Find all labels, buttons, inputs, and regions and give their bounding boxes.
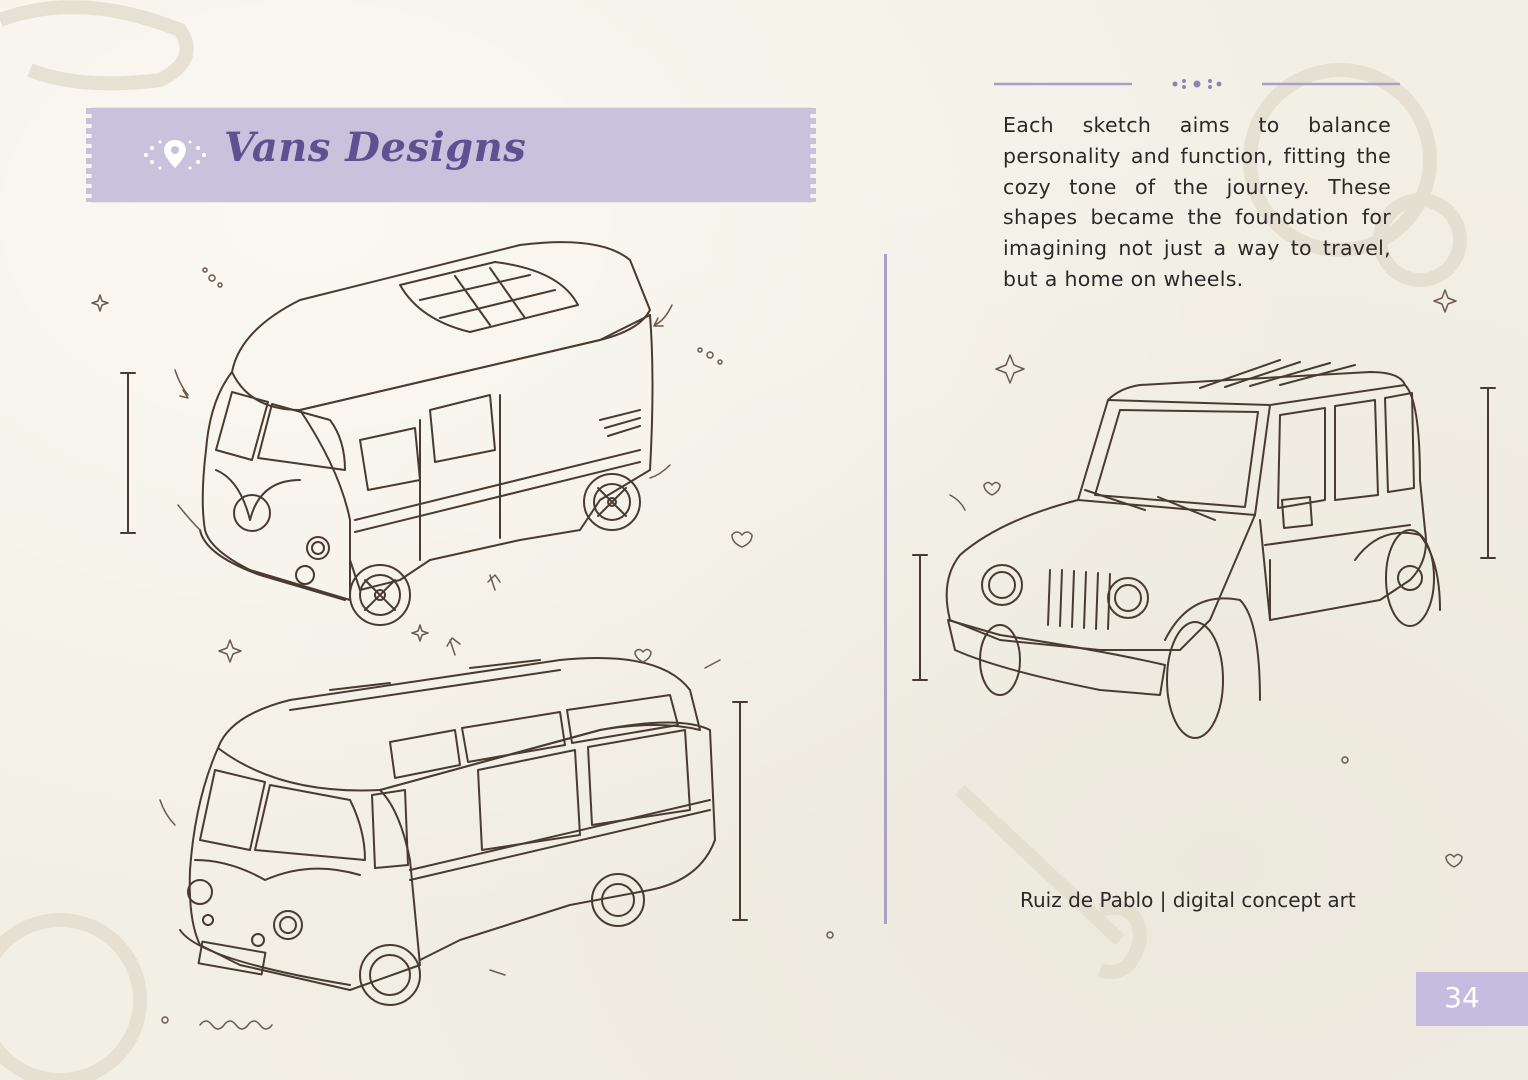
van-bottom-sketch <box>180 658 747 1005</box>
page-title: Vans Designs <box>224 124 527 171</box>
van-top-sketch <box>200 242 653 625</box>
image-credit: Ruiz de Pablo | digital concept art <box>1020 888 1356 912</box>
page-number: 34 <box>1444 981 1480 1014</box>
jeep-sketch <box>913 360 1495 738</box>
dimension-line-top-van <box>121 373 135 533</box>
description-paragraph: Each sketch aims to balance personality and function, fitting the cozy tone of the journey. These shapes became the foundation for imagining not just a way to travel, but a home on wheels. <box>1003 113 1391 291</box>
